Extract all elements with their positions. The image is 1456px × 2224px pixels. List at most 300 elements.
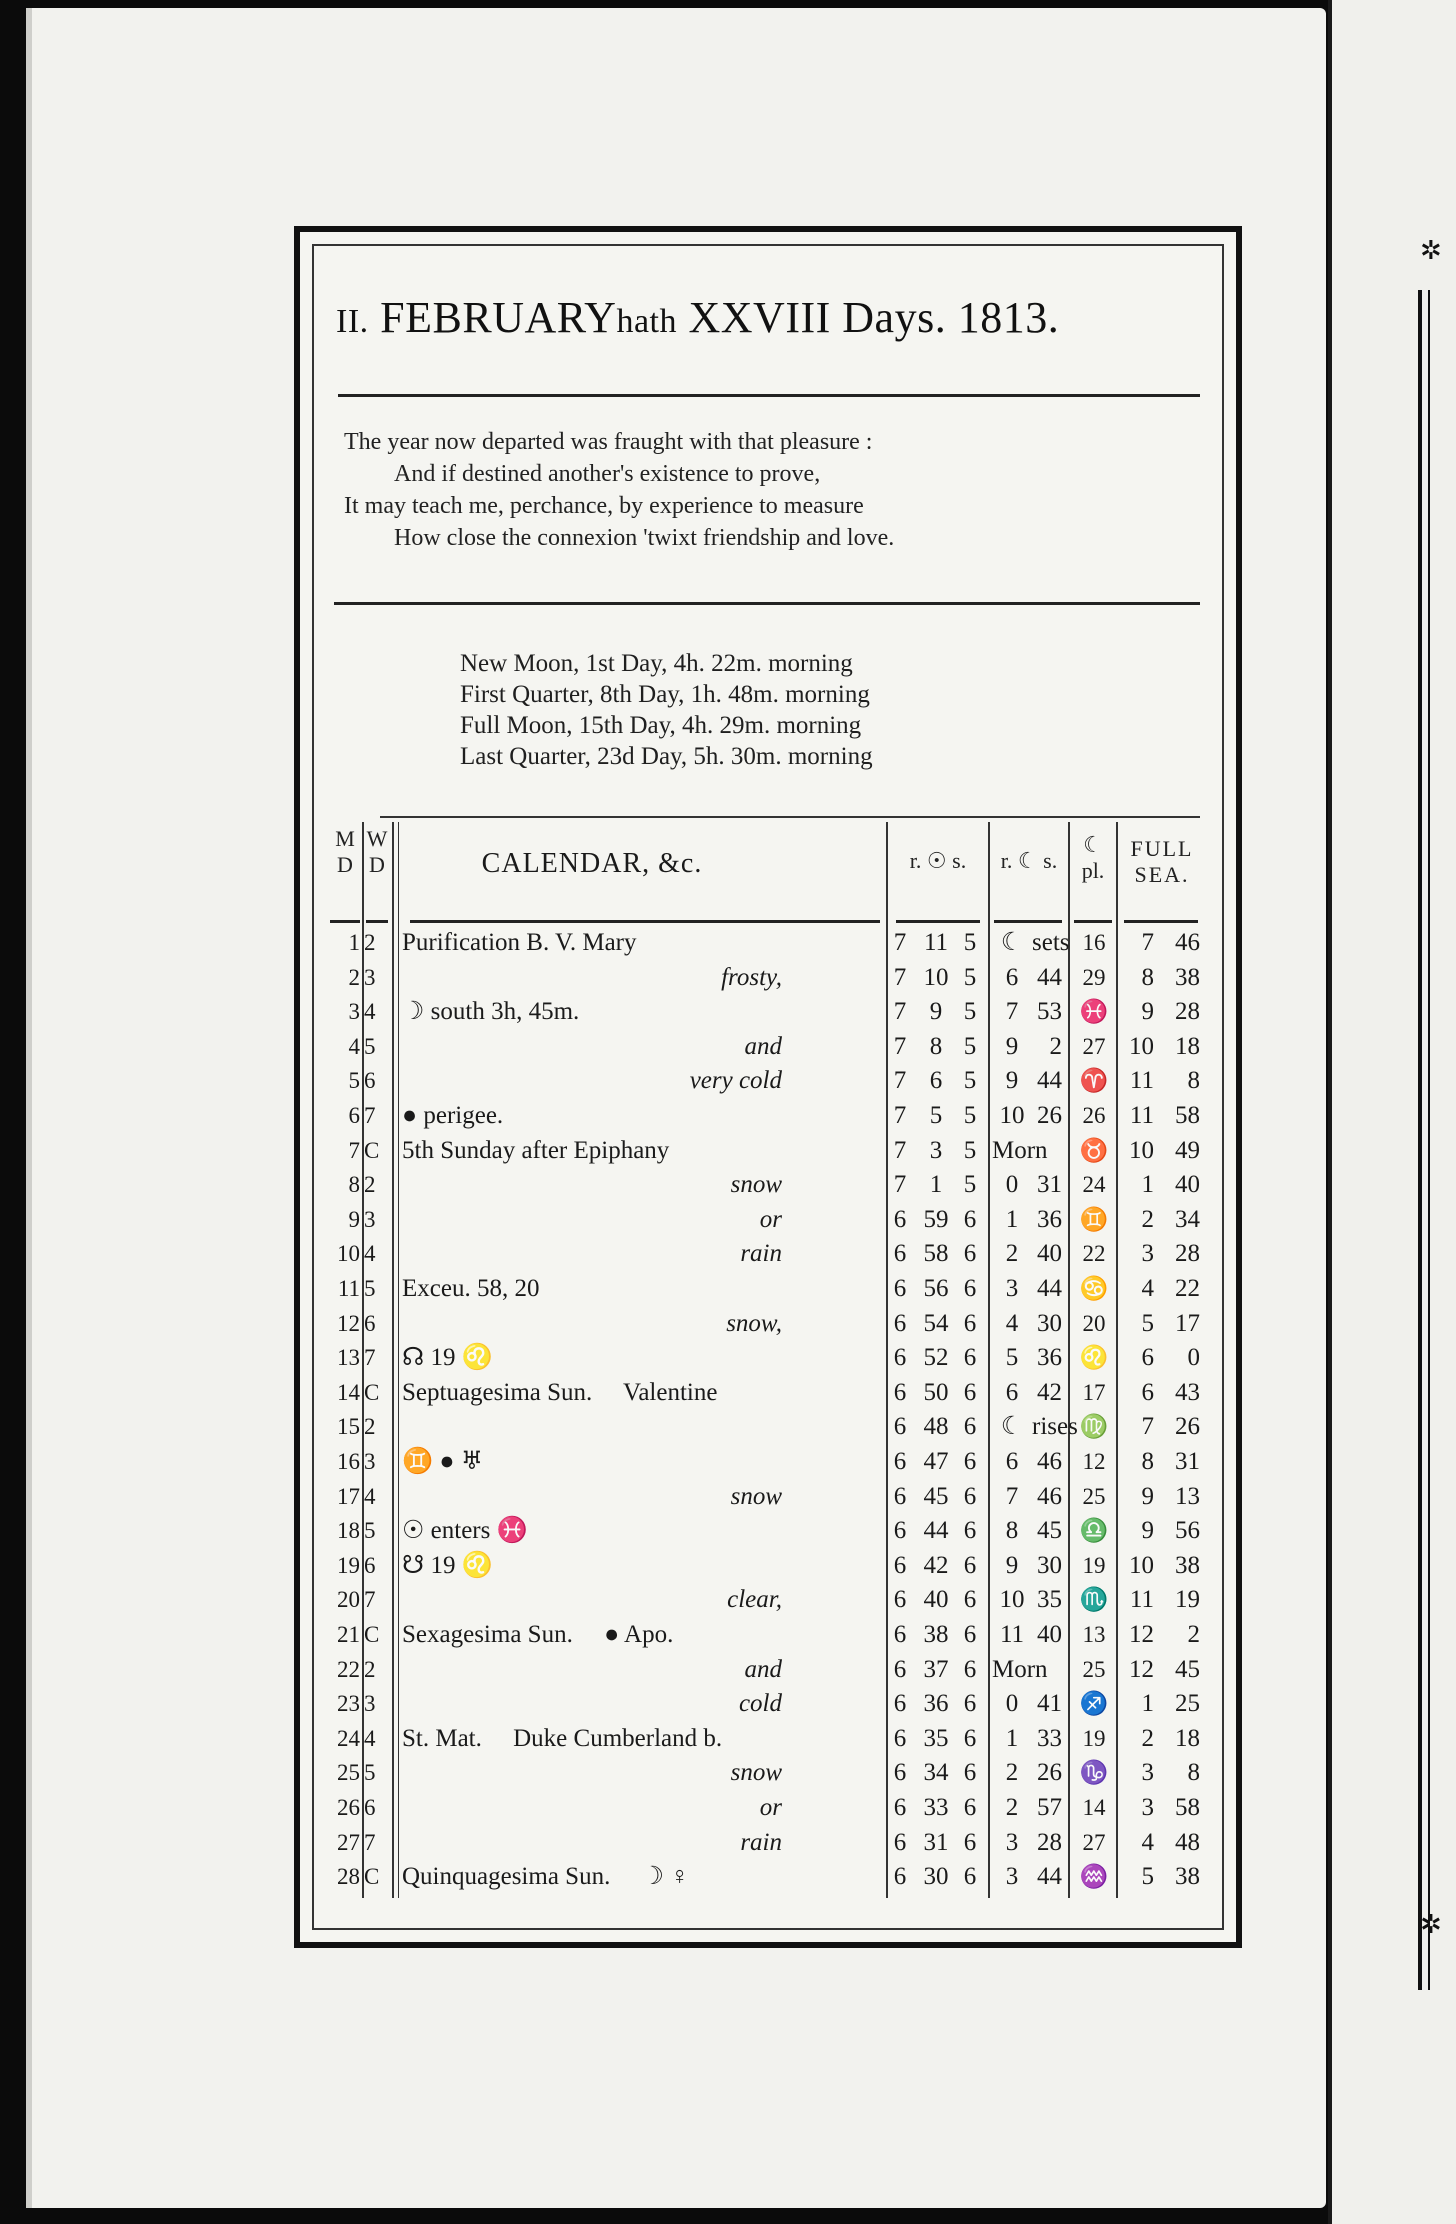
year: 1813.: [957, 293, 1060, 342]
sun-set-hour: 6: [963, 1655, 977, 1683]
event-text: ☋ 19 ♌: [402, 1551, 493, 1579]
moon-minute: 26: [1037, 1102, 1062, 1129]
moon-hour: 0: [1005, 1690, 1019, 1718]
sun-rise-hour: 7: [893, 1032, 907, 1060]
moon-hour: 3: [1005, 1275, 1019, 1302]
table-row: [330, 1134, 1214, 1168]
sun-rise-minute: 5: [929, 1102, 943, 1129]
sun-rise-hour: 6: [893, 1794, 907, 1821]
sun-rise-minute: 30: [923, 1863, 949, 1891]
full-sea-minute: 58: [1175, 1794, 1200, 1821]
day-of-week: 2: [364, 1414, 376, 1440]
moon-place: ♈: [1079, 1068, 1109, 1094]
page-title: [336, 292, 1212, 343]
moon-hour: 5: [1005, 1344, 1019, 1372]
day-of-week: 7: [364, 1587, 376, 1613]
header-rule: [410, 920, 880, 923]
table-row: [330, 1168, 1214, 1202]
sun-rise-minute: 54: [923, 1309, 949, 1337]
phase-last-quarter: Last Quarter, 23d Day, 5h. 30m. morning: [460, 743, 873, 770]
verse-line: The year now departed was fraught with that pleasure :: [344, 429, 873, 455]
sun-rise-hour: 7: [893, 1171, 907, 1199]
table-row: [330, 1272, 1214, 1306]
sun-rise-hour: 7: [893, 1102, 907, 1129]
moon-place: 14: [1082, 1795, 1106, 1820]
sun-rise-hour: 7: [893, 929, 907, 956]
moon-hour: Morn: [992, 1655, 1048, 1683]
moon-hour: ☾: [1000, 929, 1024, 956]
day-of-month: 13: [337, 1345, 360, 1371]
sun-rise-minute: 34: [923, 1759, 949, 1787]
sun-rise-minute: 10: [923, 963, 949, 991]
moon-hour: 0: [1005, 1171, 1019, 1199]
full-sea-hour: 9: [1141, 998, 1154, 1026]
full-sea-minute: 2: [1187, 1621, 1200, 1648]
day-of-week: C: [364, 1137, 380, 1163]
verse: [344, 426, 1204, 554]
table-row: [330, 995, 1214, 1029]
calendar-frame: [294, 226, 1242, 1948]
full-sea-minute: 49: [1175, 1136, 1200, 1164]
full-sea-minute: 38: [1175, 963, 1200, 991]
moon-place: 17: [1082, 1379, 1106, 1405]
moon-place: ♐: [1079, 1691, 1109, 1717]
day-of-week: 3: [364, 1691, 376, 1717]
moon-minute: 31: [1037, 1171, 1062, 1199]
day-of-month: 6: [348, 1103, 360, 1128]
day-of-week: 4: [364, 1483, 376, 1509]
moon-hour: ☾: [1000, 1413, 1024, 1441]
event-text: Quinquagesima Sun. ☽ ♀: [402, 1863, 689, 1891]
header-md: M D: [335, 826, 355, 877]
sun-set-hour: 5: [963, 1102, 977, 1129]
event-text: Septuagesima Sun. Valentine: [402, 1378, 718, 1406]
header-full-sea: FULL SEA.: [1130, 836, 1194, 887]
weather-note: cold: [738, 1690, 782, 1718]
moon-minute: 28: [1037, 1828, 1062, 1856]
sun-rise-minute: 9: [929, 998, 943, 1026]
day-of-month: 27: [337, 1829, 360, 1855]
moon-place: ♍: [1079, 1414, 1109, 1440]
table-row: [330, 1030, 1214, 1064]
moon-minute: 36: [1037, 1205, 1062, 1233]
sun-set-hour: 6: [963, 1828, 977, 1856]
sun-rise-hour: 6: [893, 1448, 907, 1475]
full-sea-hour: 10: [1129, 1136, 1154, 1164]
moon-place: ♑: [1079, 1760, 1109, 1786]
day-of-month: 15: [337, 1414, 360, 1440]
full-sea-minute: 38: [1175, 1551, 1200, 1579]
full-sea-hour: 10: [1129, 1032, 1154, 1060]
event-text: ♊ ● ♅: [402, 1448, 484, 1475]
sun-set-hour: 5: [963, 963, 977, 991]
moon-minute: 26: [1037, 1759, 1062, 1787]
weather-note: rain: [740, 1240, 782, 1268]
moon-minute: 33: [1037, 1724, 1062, 1752]
day-of-week: 7: [364, 1103, 376, 1128]
day-of-week: C: [364, 1379, 380, 1405]
table-row: [330, 1583, 1214, 1617]
sun-rise-minute: 58: [923, 1240, 949, 1268]
sun-set-hour: 6: [963, 1413, 977, 1441]
day-of-week: 4: [364, 999, 376, 1025]
divider: [380, 816, 1200, 818]
day-of-week: C: [364, 1864, 380, 1890]
verse-line: And if destined another's existence to prove,: [394, 461, 821, 487]
table-row: [330, 1480, 1214, 1514]
header-rule: [366, 920, 388, 923]
sun-rise-minute: 56: [923, 1275, 949, 1302]
full-sea-hour: 8: [1141, 963, 1154, 991]
ornament-icon: ✲: [1420, 236, 1442, 265]
weather-note: and: [744, 1655, 782, 1683]
ornament-icon: ✲: [1420, 1910, 1442, 1939]
day-of-month: 21: [337, 1622, 360, 1647]
day-of-month: 7: [348, 1137, 360, 1163]
full-sea-hour: 5: [1141, 1309, 1154, 1337]
moon-minute: 46: [1037, 1482, 1062, 1510]
event-text: Purification B. V. Mary: [402, 929, 637, 956]
moon-place: 19: [1082, 1725, 1106, 1751]
moon-place: 25: [1082, 1483, 1106, 1509]
facing-page-border: [1418, 290, 1430, 1990]
full-sea-hour: 4: [1141, 1828, 1154, 1856]
day-of-month: 22: [337, 1656, 360, 1682]
moon-hour: 10: [999, 1586, 1025, 1614]
sun-rise-hour: 6: [893, 1378, 907, 1406]
moon-place: ♎: [1079, 1518, 1109, 1544]
moon-hour: 4: [1005, 1309, 1019, 1337]
full-sea-minute: 19: [1175, 1586, 1200, 1614]
full-sea-hour: 7: [1141, 1413, 1154, 1441]
sun-rise-hour: 6: [893, 1482, 907, 1510]
day-of-week: 6: [364, 1068, 376, 1094]
weather-note: snow: [730, 1171, 782, 1199]
sun-rise-minute: 1: [929, 1171, 943, 1199]
day-of-month: 4: [348, 1033, 360, 1059]
day-of-week: 4: [364, 1241, 376, 1267]
divider: [334, 602, 1200, 605]
full-sea-minute: 8: [1187, 1759, 1200, 1787]
sun-rise-minute: 31: [923, 1828, 949, 1856]
day-of-month: 3: [348, 999, 360, 1025]
month-name: FEBRUARY: [380, 293, 617, 342]
moon-place: 12: [1082, 1449, 1106, 1474]
day-of-month: 16: [337, 1449, 360, 1474]
sun-rise-minute: 6: [929, 1067, 943, 1095]
moon-hour: 11: [999, 1621, 1025, 1648]
moon-minute: 53: [1037, 998, 1062, 1026]
day-of-week: 3: [364, 964, 376, 990]
day-of-month: 25: [337, 1760, 360, 1786]
day-of-week: 3: [364, 1449, 376, 1474]
weather-note: or: [759, 1205, 782, 1233]
sun-rise-hour: 6: [893, 1344, 907, 1372]
sun-rise-minute: 40: [923, 1586, 949, 1614]
moon-place: 25: [1082, 1656, 1106, 1682]
sun-rise-hour: 6: [893, 1621, 907, 1648]
moon-hour: 7: [1005, 1482, 1019, 1510]
moon-place: 24: [1082, 1172, 1106, 1198]
day-of-week: 6: [364, 1552, 376, 1578]
day-of-week: 7: [364, 1345, 376, 1371]
full-sea-hour: 9: [1141, 1517, 1154, 1545]
full-sea-minute: 46: [1175, 929, 1200, 956]
moon-hour: 9: [1005, 1551, 1019, 1579]
sun-set-hour: 6: [963, 1344, 977, 1372]
moon-hour: 8: [1005, 1517, 1019, 1545]
table-row: [330, 1653, 1214, 1687]
table-row: [330, 1514, 1214, 1548]
full-sea-hour: 7: [1141, 929, 1154, 956]
divider: [338, 394, 1200, 397]
full-sea-minute: 13: [1175, 1482, 1200, 1510]
moon-hour: Morn: [992, 1136, 1048, 1164]
moon-hour: 9: [1005, 1067, 1019, 1095]
sun-set-hour: 6: [963, 1517, 977, 1545]
day-of-month: 23: [337, 1691, 360, 1717]
sun-set-hour: 5: [963, 1136, 977, 1164]
bottom-ornament: [318, 1928, 1218, 1940]
sun-rise-hour: 6: [893, 1863, 907, 1891]
days-count: XXVIII Days.: [688, 293, 947, 342]
sun-set-hour: 6: [963, 1759, 977, 1787]
sun-rise-hour: 6: [893, 1275, 907, 1302]
sun-rise-hour: 7: [893, 1136, 907, 1164]
day-of-week: 2: [364, 930, 376, 955]
table-row: [330, 1237, 1214, 1271]
event-text: Exceu. 58, 20: [402, 1275, 540, 1302]
sun-rise-hour: 6: [893, 1655, 907, 1683]
table-row: [330, 1549, 1214, 1583]
event-text: 5th Sunday after Epiphany: [402, 1136, 670, 1164]
hath-word: hath: [616, 303, 677, 340]
full-sea-hour: 3: [1141, 1240, 1154, 1268]
phase-first-quarter: First Quarter, 8th Day, 1h. 48m. morning: [460, 681, 870, 708]
moon-place: 16: [1082, 930, 1106, 955]
table-row: [330, 1791, 1214, 1825]
phase-full-moon: Full Moon, 15th Day, 4h. 29m. morning: [460, 712, 862, 739]
day-of-month: 28: [337, 1864, 360, 1890]
moon-minute: 44: [1037, 1275, 1062, 1302]
sun-rise-minute: 35: [923, 1724, 949, 1752]
full-sea-minute: 8: [1187, 1067, 1200, 1095]
full-sea-minute: 18: [1175, 1032, 1200, 1060]
day-of-month: 18: [337, 1518, 360, 1544]
table-row: [330, 1756, 1214, 1790]
verse-line: It may teach me, perchance, by experience to measure: [344, 493, 864, 519]
moon-minute: 30: [1037, 1551, 1062, 1579]
moon-minute: 45: [1037, 1517, 1062, 1545]
day-of-week: 5: [364, 1518, 376, 1544]
moon-minute: 42: [1037, 1378, 1062, 1406]
day-of-week: 3: [364, 1206, 376, 1232]
weather-note: or: [759, 1794, 782, 1821]
full-sea-hour: 11: [1129, 1067, 1154, 1095]
sun-set-hour: 6: [963, 1724, 977, 1752]
sun-rise-hour: 6: [893, 1759, 907, 1787]
table-row: [330, 1687, 1214, 1721]
weather-note: snow: [730, 1482, 782, 1510]
moon-hour: 3: [1005, 1828, 1019, 1856]
sun-rise-hour: 7: [893, 998, 907, 1026]
full-sea-hour: 4: [1141, 1275, 1154, 1302]
sun-set-hour: 6: [963, 1275, 977, 1302]
sun-rise-minute: 44: [923, 1517, 949, 1545]
sun-rise-hour: 6: [893, 1309, 907, 1337]
table-row: [330, 1445, 1214, 1479]
sun-set-hour: 6: [963, 1551, 977, 1579]
day-of-week: C: [364, 1622, 380, 1647]
full-sea-hour: 8: [1141, 1448, 1154, 1475]
moon-minute: 41: [1037, 1690, 1062, 1718]
moon-minute: 44: [1037, 1067, 1062, 1095]
day-of-week: 6: [364, 1795, 376, 1820]
day-of-month: 2: [348, 964, 360, 990]
moon-minute: sets: [1032, 929, 1070, 956]
full-sea-hour: 2: [1141, 1205, 1154, 1233]
header-wd: W D: [366, 826, 388, 877]
sun-rise-minute: 59: [923, 1205, 949, 1233]
moon-hour: 1: [1005, 1205, 1019, 1233]
full-sea-hour: 1: [1141, 1690, 1154, 1718]
header-moon-place: ☾ pl.: [1081, 832, 1105, 883]
table-row: [330, 1826, 1214, 1860]
day-of-week: 4: [364, 1725, 376, 1751]
moon-place: ♊: [1079, 1206, 1109, 1232]
sun-set-hour: 5: [963, 1067, 977, 1095]
full-sea-hour: 2: [1141, 1724, 1154, 1752]
sun-set-hour: 6: [963, 1309, 977, 1337]
full-sea-minute: 58: [1175, 1102, 1200, 1129]
moon-hour: 2: [1005, 1240, 1019, 1268]
moon-minute: 30: [1037, 1309, 1062, 1337]
full-sea-minute: 56: [1175, 1517, 1200, 1545]
moon-place: 20: [1082, 1310, 1106, 1336]
day-of-week: 5: [364, 1760, 376, 1786]
day-of-month: 5: [348, 1068, 360, 1094]
moon-minute: 57: [1037, 1794, 1062, 1821]
header-rule: [896, 920, 980, 923]
full-sea-minute: 17: [1175, 1309, 1200, 1337]
event-text: ☽ south 3h, 45m.: [402, 998, 580, 1026]
sun-rise-minute: 37: [923, 1655, 949, 1683]
day-of-week: 6: [364, 1310, 376, 1336]
full-sea-hour: 11: [1129, 1102, 1154, 1129]
table-row: [330, 1203, 1214, 1237]
calendar-table: [330, 822, 1214, 1902]
sun-rise-minute: 52: [923, 1344, 949, 1372]
day-of-week: 5: [364, 1033, 376, 1059]
sun-set-hour: 6: [963, 1482, 977, 1510]
moon-place: 13: [1082, 1622, 1106, 1647]
full-sea-minute: 38: [1175, 1863, 1200, 1891]
sun-rise-minute: 42: [923, 1551, 949, 1579]
sun-rise-hour: 6: [893, 1517, 907, 1545]
full-sea-minute: 0: [1187, 1344, 1200, 1372]
sun-set-hour: 6: [963, 1794, 977, 1821]
table-row: [330, 1064, 1214, 1098]
day-of-month: 1: [348, 930, 360, 955]
day-of-month: 8: [348, 1172, 360, 1198]
sun-rise-minute: 8: [929, 1032, 943, 1060]
weather-note: snow,: [726, 1309, 782, 1337]
sun-set-hour: 6: [963, 1448, 977, 1475]
sun-set-hour: 5: [963, 929, 977, 956]
day-of-week: 7: [364, 1829, 376, 1855]
day-of-month: 24: [337, 1725, 360, 1751]
table-row: [330, 1376, 1214, 1410]
moon-minute: 44: [1037, 1863, 1062, 1891]
sun-rise-minute: 33: [923, 1794, 949, 1821]
header-sun: r. ☉ s.: [909, 848, 967, 873]
full-sea-hour: 3: [1141, 1759, 1154, 1787]
full-sea-hour: 5: [1141, 1863, 1154, 1891]
moon-hour: 2: [1005, 1794, 1019, 1821]
sun-set-hour: 6: [963, 1378, 977, 1406]
sun-rise-minute: 50: [923, 1378, 949, 1406]
sun-set-hour: 5: [963, 1171, 977, 1199]
table-row: [330, 961, 1214, 995]
event-text: ● perigee.: [402, 1102, 504, 1129]
table-row: [330, 926, 1214, 960]
moon-hour: 9: [1005, 1032, 1019, 1060]
sun-rise-hour: 6: [893, 1240, 907, 1268]
moon-place: ♓: [1079, 999, 1109, 1025]
day-of-month: 12: [337, 1310, 360, 1336]
moon-hour: 6: [1005, 1378, 1019, 1406]
sun-rise-hour: 6: [893, 1690, 907, 1718]
moon-hour: 2: [1005, 1759, 1019, 1787]
sun-rise-hour: 6: [893, 1724, 907, 1752]
full-sea-minute: 28: [1175, 1240, 1200, 1268]
sun-rise-minute: 3: [929, 1136, 943, 1164]
sun-rise-minute: 48: [923, 1413, 949, 1441]
sun-rise-minute: 45: [923, 1482, 949, 1510]
table-row: [330, 1341, 1214, 1375]
page-edge: [26, 8, 32, 2208]
sun-rise-hour: 6: [893, 1828, 907, 1856]
moon-hour: 10: [999, 1102, 1025, 1129]
moon-minute: rises: [1032, 1413, 1078, 1441]
moon-place: ♒: [1079, 1864, 1109, 1890]
weather-note: rain: [740, 1828, 782, 1856]
full-sea-hour: 11: [1129, 1586, 1154, 1614]
moon-place: ♌: [1079, 1345, 1109, 1371]
sun-rise-hour: 7: [893, 1067, 907, 1095]
full-sea-minute: 40: [1175, 1171, 1200, 1199]
verse-line: How close the connexion 'twixt friendship and love.: [394, 525, 895, 551]
sun-rise-hour: 6: [893, 1586, 907, 1614]
day-of-month: 19: [337, 1552, 360, 1578]
sun-set-hour: 6: [963, 1621, 977, 1648]
header-moon: r. ☾ s.: [1000, 848, 1058, 873]
moon-place: ♋: [1079, 1276, 1109, 1301]
full-sea-minute: 25: [1175, 1690, 1200, 1718]
sun-set-hour: 6: [963, 1690, 977, 1718]
sun-set-hour: 6: [963, 1586, 977, 1614]
moon-minute: 2: [1049, 1032, 1062, 1060]
full-sea-hour: 10: [1129, 1551, 1154, 1579]
sun-set-hour: 5: [963, 1032, 977, 1060]
full-sea-minute: 43: [1175, 1378, 1200, 1406]
table-row: [330, 1307, 1214, 1341]
day-of-month: 26: [337, 1795, 360, 1820]
full-sea-hour: 6: [1141, 1344, 1154, 1372]
day-of-month: 17: [337, 1483, 360, 1509]
table-row: [330, 1722, 1214, 1756]
sun-rise-minute: 38: [923, 1621, 949, 1648]
